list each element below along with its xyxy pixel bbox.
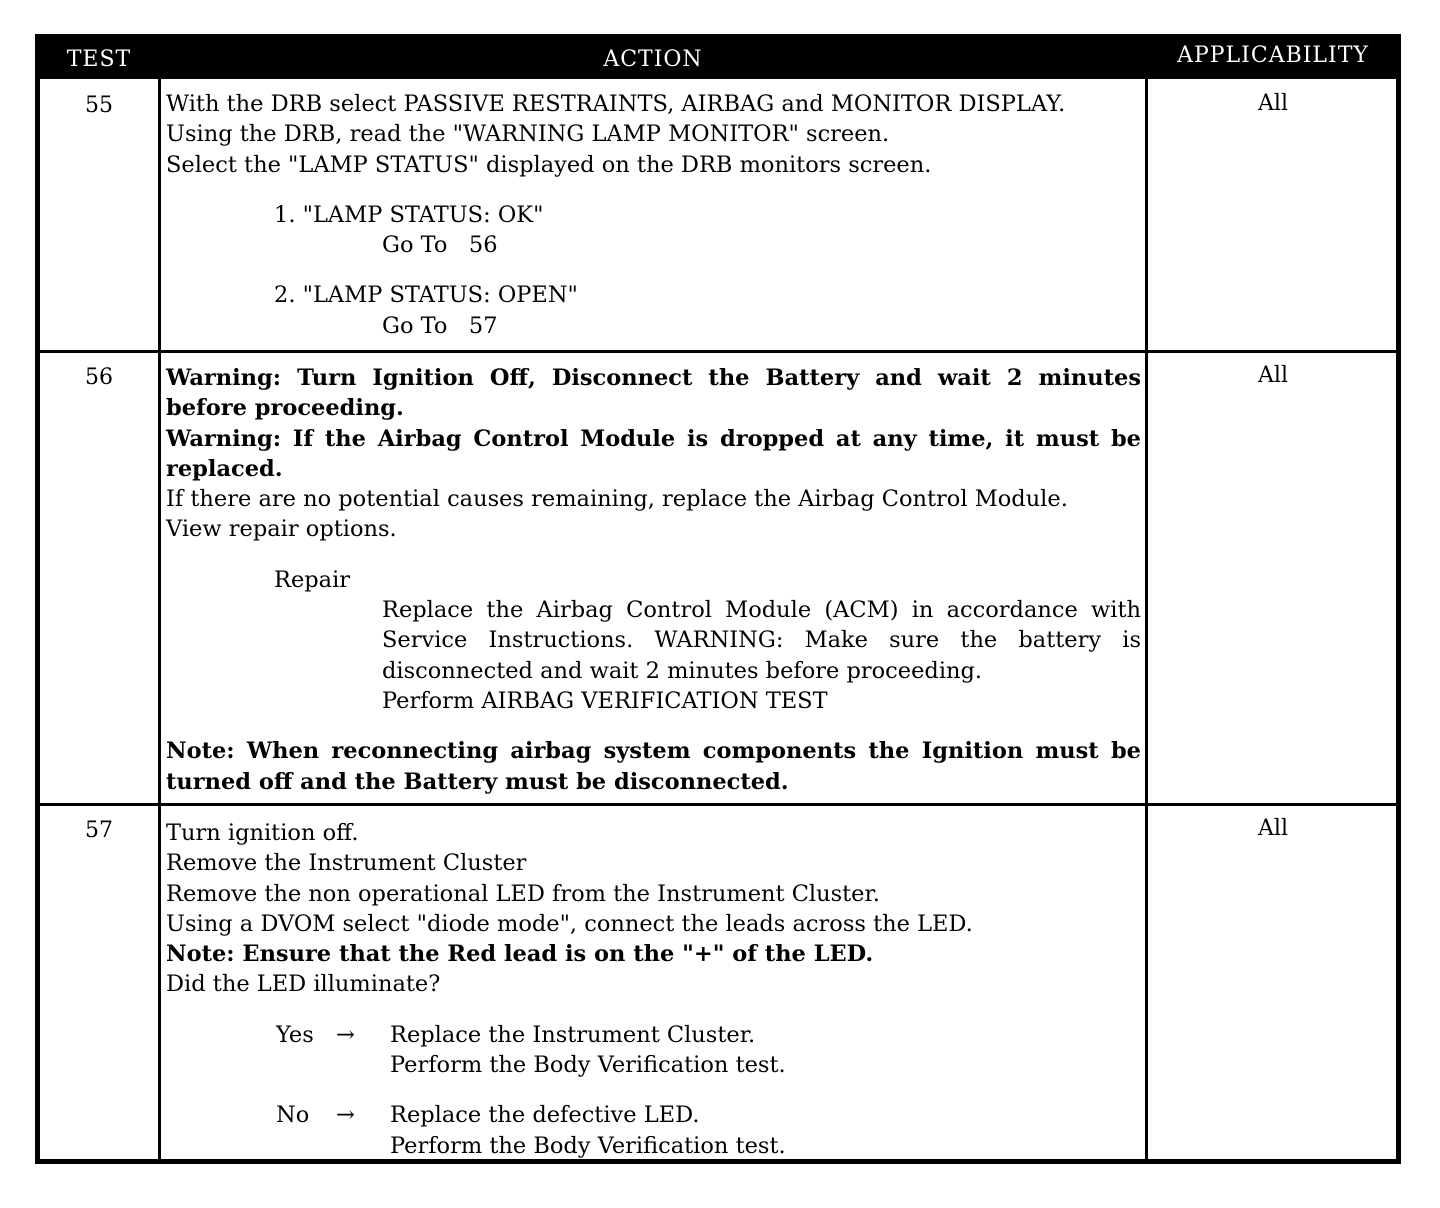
table-row-55 bbox=[40, 79, 1396, 350]
action-cell bbox=[166, 818, 1141, 1161]
answer-yes bbox=[166, 1020, 1141, 1081]
column-divider bbox=[1145, 806, 1148, 1159]
instruction-line: If there are no potential causes remaining, replace the Airbag Control Module. bbox=[166, 486, 1068, 513]
option-label: 2. "LAMP STATUS: OPEN" bbox=[274, 282, 578, 309]
warning-text: Warning: Turn Ignition Off, Disconnect the Battery and wait 2 minutes before proceeding. bbox=[166, 365, 1141, 422]
table-row-57 bbox=[40, 803, 1396, 1159]
action-cell bbox=[166, 89, 1141, 341]
goto-line: Go To 57 bbox=[382, 312, 498, 339]
arrow-right-icon: → bbox=[336, 1102, 355, 1129]
header-action: ACTION bbox=[603, 47, 703, 72]
goto-line: Go To 56 bbox=[382, 232, 498, 259]
column-divider bbox=[158, 79, 161, 350]
question-line: Did the LED illuminate? bbox=[166, 971, 441, 998]
arrow-right-icon: → bbox=[336, 1021, 355, 1048]
answer-line: Perform the Body Verification test. bbox=[390, 1132, 786, 1159]
repair-label: Repair bbox=[274, 566, 351, 593]
header-test: TEST bbox=[66, 47, 132, 72]
column-divider bbox=[1145, 353, 1148, 803]
test-number: 55 bbox=[85, 93, 113, 118]
warning-text: Warning: If the Airbag Control Module is dropped at any time, it must be replaced. bbox=[166, 425, 1141, 482]
instruction-line: Remove the non operational LED from the Instrument Cluster. bbox=[166, 880, 880, 907]
answer-line: Perform the Body Verification test. bbox=[390, 1052, 786, 1079]
instruction-line: Remove the Instrument Cluster bbox=[166, 850, 527, 877]
action-cell bbox=[166, 363, 1141, 797]
column-divider bbox=[158, 806, 161, 1159]
diagnostic-test-table bbox=[35, 34, 1401, 1164]
test-number: 57 bbox=[85, 818, 113, 843]
column-divider bbox=[1145, 79, 1148, 350]
table-header bbox=[40, 39, 1396, 79]
applicability-value: All bbox=[1258, 816, 1288, 841]
instruction-line: Using the DRB, read the "WARNING LAMP MONITOR" screen. bbox=[166, 121, 890, 148]
test-number: 56 bbox=[85, 365, 113, 390]
instruction-line: View repair options. bbox=[166, 516, 397, 543]
answer-label: No bbox=[276, 1102, 310, 1129]
answer-no bbox=[166, 1100, 1141, 1161]
instruction-line: Using a DVOM select "diode mode", connect the leads across the LED. bbox=[166, 910, 973, 937]
applicability-value: All bbox=[1258, 363, 1288, 388]
answer-label: Yes bbox=[276, 1021, 314, 1048]
instruction-line: With the DRB select PASSIVE RESTRAINTS, AIRBAG and MONITOR DISPLAY. bbox=[166, 91, 1066, 117]
option-label: 1. "LAMP STATUS: OK" bbox=[274, 201, 544, 228]
repair-text: Replace the Airbag Control Module (ACM) in accordance with Service Instructions. WARNING: Make sure the battery is disconnected and wait 2 minutes before proceeding. bbox=[382, 597, 1141, 684]
applicability-value: All bbox=[1258, 91, 1288, 116]
answer-line: Replace the defective LED. bbox=[390, 1102, 700, 1129]
note-text: Note: When reconnecting airbag system components the Ignition must be turned off and the Battery must be disconnected. bbox=[166, 738, 1141, 795]
instruction-line: Select the "LAMP STATUS" displayed on the DRB monitors screen. bbox=[166, 151, 932, 178]
answer-line: Replace the Instrument Cluster. bbox=[390, 1021, 756, 1048]
column-divider bbox=[158, 353, 161, 803]
table-row-56 bbox=[40, 350, 1396, 803]
header-applicability: APPLICABILITY bbox=[1177, 43, 1369, 68]
note-text: Note: Ensure that the Red lead is on the "+" of the LED. bbox=[166, 941, 874, 968]
instruction-line: Turn ignition off. bbox=[166, 820, 359, 846]
repair-verify: Perform AIRBAG VERIFICATION TEST bbox=[382, 687, 828, 714]
